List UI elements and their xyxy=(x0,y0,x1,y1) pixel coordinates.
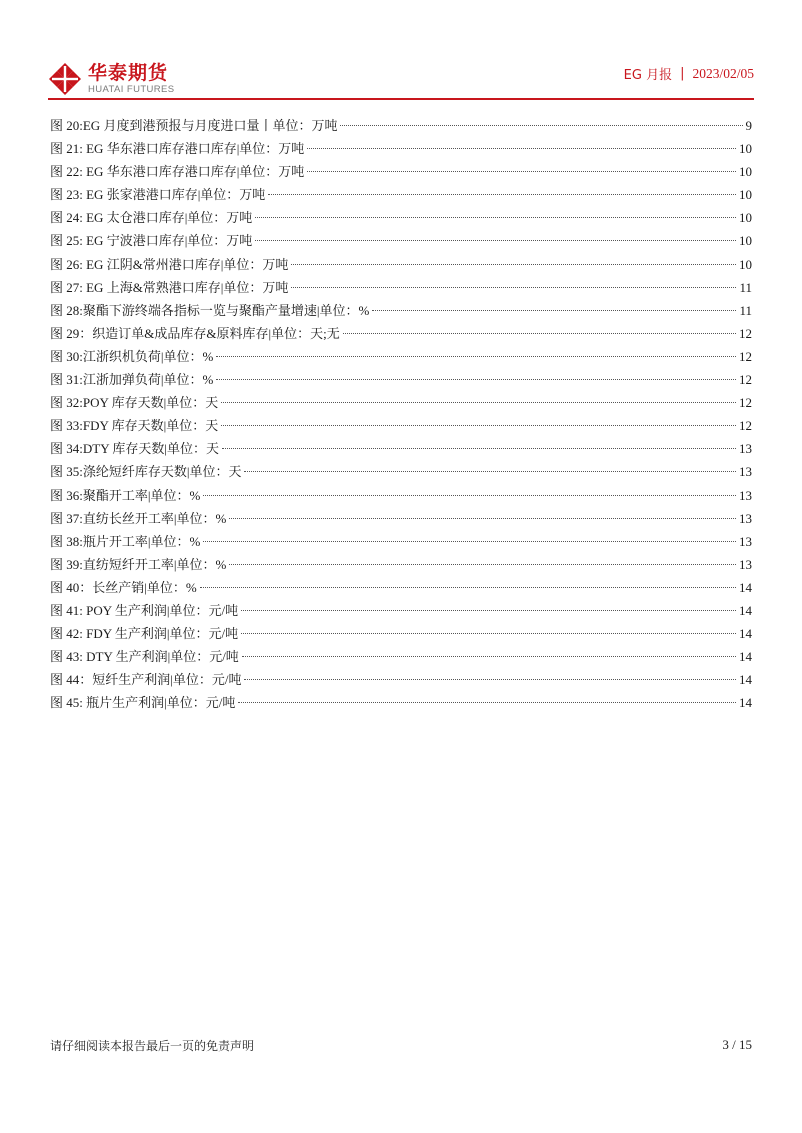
toc-leader-dots xyxy=(216,356,736,357)
huatai-logo-icon xyxy=(48,62,82,96)
toc-entry[interactable] xyxy=(50,437,752,460)
toc-leader-dots xyxy=(229,564,736,565)
toc-entry-page: 12 xyxy=(739,372,752,388)
toc-entry-page: 10 xyxy=(739,210,752,226)
toc-leader-dots xyxy=(221,425,736,426)
toc-entry-title: 图 38:瓶片开工率|单位：% xyxy=(50,533,201,549)
toc-entry[interactable] xyxy=(50,622,752,645)
toc-entry[interactable] xyxy=(50,391,752,414)
toc-entry[interactable] xyxy=(50,599,752,622)
toc-entry[interactable] xyxy=(50,484,752,507)
toc-entry-page: 13 xyxy=(739,441,752,457)
toc-entry-title: 图 32:POY 库存天数|单位：天 xyxy=(50,395,219,411)
toc-leader-dots xyxy=(291,264,736,265)
toc-leader-dots xyxy=(200,587,736,588)
toc-entry-page: 14 xyxy=(739,695,752,711)
toc-leader-dots xyxy=(244,471,736,472)
toc-leader-dots xyxy=(203,541,736,542)
toc-entry-page: 14 xyxy=(739,626,752,642)
toc-entry[interactable] xyxy=(50,137,752,160)
toc-leader-dots xyxy=(343,333,736,334)
brand-name-cn: 华泰期货 xyxy=(88,62,169,84)
toc-entry-title: 图 42: FDY 生产利润|单位：元/吨 xyxy=(50,626,239,642)
toc-entry-page: 12 xyxy=(739,348,752,364)
toc-entry-page: 14 xyxy=(739,649,752,665)
toc-leader-dots xyxy=(307,171,736,172)
toc-entry-page: 10 xyxy=(739,187,752,203)
toc-leader-dots xyxy=(255,217,736,218)
toc-entry-page: 12 xyxy=(739,418,752,434)
toc-leader-dots xyxy=(241,610,736,611)
toc-entry[interactable] xyxy=(50,576,752,599)
toc-entry-title: 图 39:直纺短纤开工率|单位：% xyxy=(50,556,227,572)
disclaimer-note: 请仔细阅读本报告最后一页的免责声明 xyxy=(50,1039,255,1053)
toc-leader-dots xyxy=(216,379,736,380)
toc-leader-dots xyxy=(244,679,736,680)
toc-leader-dots xyxy=(242,656,736,657)
toc-entry-page: 13 xyxy=(739,510,752,526)
toc-entry-title: 图 30:江浙织机负荷|单位：% xyxy=(50,348,214,364)
toc-leader-dots xyxy=(372,310,736,311)
toc-entry[interactable] xyxy=(50,253,752,276)
toc-entry-title: 图 27: EG 上海&常熟港口库存|单位：万吨 xyxy=(50,279,289,295)
toc-entry-page: 14 xyxy=(739,602,752,618)
report-date: 2023/02/05 xyxy=(692,65,754,81)
toc-entry-page: 14 xyxy=(739,579,752,595)
toc-entry[interactable] xyxy=(50,530,752,553)
toc-entry[interactable] xyxy=(50,299,752,322)
toc-entry-title: 图 43: DTY 生产利润|单位：元/吨 xyxy=(50,649,239,665)
figure-list xyxy=(50,114,752,714)
toc-entry-title: 图 28:聚酯下游终端各指标一览与聚酯产量增速|单位：% xyxy=(50,302,370,318)
brand-name-en: HUATAI FUTURES xyxy=(88,84,175,95)
report-type: EG 月报 xyxy=(623,68,673,83)
toc-entry[interactable] xyxy=(50,229,752,252)
toc-entry-page: 10 xyxy=(739,141,752,157)
toc-entry-page: 11 xyxy=(739,302,752,318)
toc-entry-title: 图 40：长丝产销|单位：% xyxy=(50,579,197,595)
header-separator: | xyxy=(680,66,685,81)
toc-leader-dots xyxy=(203,495,736,496)
toc-entry-page: 10 xyxy=(739,233,752,249)
toc-entry-title: 图 34:DTY 库存天数|单位：天 xyxy=(50,441,219,457)
toc-leader-dots xyxy=(268,194,736,195)
toc-leader-dots xyxy=(221,402,736,403)
toc-leader-dots xyxy=(229,518,736,519)
toc-entry[interactable] xyxy=(50,460,752,483)
toc-leader-dots xyxy=(222,448,736,449)
toc-entry[interactable] xyxy=(50,691,752,714)
toc-entry-page: 12 xyxy=(739,395,752,411)
report-meta xyxy=(624,64,754,83)
toc-leader-dots xyxy=(340,125,742,126)
toc-entry[interactable] xyxy=(50,345,752,368)
toc-entry-title: 图 33:FDY 库存天数|单位：天 xyxy=(50,418,219,434)
toc-entry-title: 图 24: EG 太仓港口库存|单位：万吨 xyxy=(50,210,253,226)
toc-entry[interactable] xyxy=(50,668,752,691)
toc-leader-dots xyxy=(241,633,736,634)
toc-leader-dots xyxy=(255,240,736,241)
toc-entry[interactable] xyxy=(50,276,752,299)
toc-entry-title: 图 31:江浙加弹负荷|单位：% xyxy=(50,372,214,388)
toc-entry[interactable] xyxy=(50,507,752,530)
toc-leader-dots xyxy=(307,148,736,149)
toc-entry-title: 图 36:聚酯开工率|单位：% xyxy=(50,487,201,503)
toc-entry-title: 图 23: EG 张家港港口库存|单位：万吨 xyxy=(50,187,266,203)
toc-entry-title: 图 37:直纺长丝开工率|单位：% xyxy=(50,510,227,526)
toc-entry-page: 10 xyxy=(739,256,752,272)
toc-leader-dots xyxy=(238,702,736,703)
toc-entry-title: 图 21: EG 华东港口库存港口库存|单位：万吨 xyxy=(50,141,305,157)
toc-entry-title: 图 22: EG 华东港口库存港口库存|单位：万吨 xyxy=(50,164,305,180)
toc-leader-dots xyxy=(291,287,736,288)
toc-entry-page: 13 xyxy=(739,464,752,480)
toc-entry-page: 11 xyxy=(739,279,752,295)
header-divider xyxy=(48,98,754,100)
toc-entry[interactable] xyxy=(50,322,752,345)
brand-logo xyxy=(48,58,175,100)
toc-entry-title: 图 45: 瓶片生产利润|单位：元/吨 xyxy=(50,695,236,711)
toc-entry-title: 图 35:涤纶短纤库存天数|单位：天 xyxy=(50,464,242,480)
toc-entry[interactable] xyxy=(50,414,752,437)
page-number: 3 / 15 xyxy=(722,1037,752,1052)
toc-entry[interactable] xyxy=(50,206,752,229)
page-header xyxy=(48,58,754,100)
toc-entry-page: 12 xyxy=(739,325,752,341)
toc-entry-title: 图 20:EG 月度到港预报与月度进口量丨单位：万吨 xyxy=(50,118,338,133)
toc-entry-page: 14 xyxy=(739,672,752,688)
toc-entry-page: 10 xyxy=(739,164,752,180)
toc-entry-page: 13 xyxy=(739,533,752,549)
toc-entry[interactable] xyxy=(50,114,752,137)
toc-entry[interactable] xyxy=(50,553,752,576)
toc-entry[interactable] xyxy=(50,645,752,668)
toc-entry-page: 13 xyxy=(739,556,752,572)
toc-entry-title: 图 25: EG 宁波港口库存|单位：万吨 xyxy=(50,233,253,249)
toc-entry-title: 图 44：短纤生产利润|单位：元/吨 xyxy=(50,672,242,688)
toc-entry-page: 9 xyxy=(745,118,752,133)
toc-entry-page: 13 xyxy=(739,487,752,503)
toc-entry-title: 图 26: EG 江阴&常州港口库存|单位：万吨 xyxy=(50,256,289,272)
toc-entry-title: 图 41: POY 生产利润|单位：元/吨 xyxy=(50,602,239,618)
toc-entry-title: 图 29：织造订单&成品库存&原料库存|单位：天;无 xyxy=(50,325,340,341)
toc-entry[interactable] xyxy=(50,160,752,183)
toc-entry[interactable] xyxy=(50,368,752,391)
toc-entry[interactable] xyxy=(50,183,752,206)
